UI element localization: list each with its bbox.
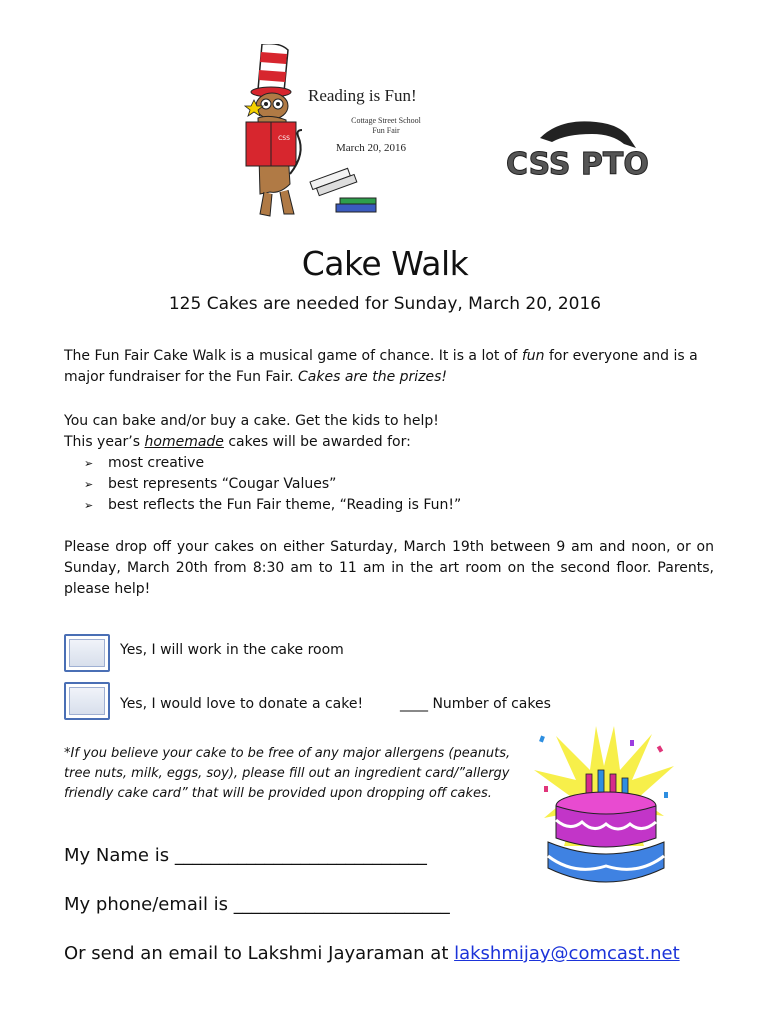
bake-line1: You can bake and/or buy a cake. Get the kids to help! <box>64 413 439 429</box>
school-line2: Fun Fair <box>372 126 400 135</box>
work-checkbox[interactable] <box>64 634 110 672</box>
birthday-cake-illustration <box>534 726 674 906</box>
work-option-label: Yes, I will work in the cake room <box>120 642 344 658</box>
intro-part2: for everyone and is a major fundraiser for the Fun Fair. <box>64 348 698 385</box>
award-text: best represents “Cougar Values” <box>108 476 337 492</box>
intro-prizes: Cakes are the prizes! <box>298 369 448 385</box>
bake-paragraph <box>64 411 714 453</box>
dropoff-paragraph: Please drop off your cakes on either Saturday, March 19th between 9 am and noon, or on Sunday, March 20th from 8:30 am to 11 am in the art room on the second floor. Parents, please help! <box>64 539 714 597</box>
bake-line2a: This year’s <box>64 434 145 450</box>
intro-paragraph <box>64 346 714 388</box>
school-name <box>336 116 436 136</box>
css-pto-logo <box>500 112 660 182</box>
arrow-bullet-icon: ➢ <box>84 457 94 470</box>
awards-list <box>84 453 461 516</box>
bake-line2b: cakes will be awarded for: <box>223 434 411 450</box>
allergen-note: *If you believe your cake to be free of any major allergens (peanuts, tree nuts, milk, eggs, soy), please fill out an ingredient card/”allergy friendly cake card” that will be provided upon dropping off cakes. <box>64 746 511 801</box>
name-field-line[interactable]: My Name is ____________________________ <box>64 845 427 866</box>
award-text: most creative <box>108 455 205 471</box>
donate-checkbox[interactable] <box>64 682 110 720</box>
award-text: best reflects the Fun Fair theme, “Reading is Fun!” <box>108 497 462 513</box>
list-item <box>84 474 461 495</box>
bake-line2 <box>64 432 714 453</box>
pto-logo-text: CSS PTO <box>506 147 649 182</box>
list-item <box>84 453 461 474</box>
page-title: Cake Walk <box>301 244 469 283</box>
header-date: March 20, 2016 <box>336 142 406 154</box>
arrow-bullet-icon: ➢ <box>84 499 94 512</box>
email-contact-line <box>64 943 680 964</box>
email-prefix: Or send an email to Lakshmi Jayaraman at <box>64 943 455 964</box>
email-link[interactable]: lakshmijay@comcast.net <box>454 943 680 964</box>
donate-option-label: Yes, I would love to donate a cake! <box>120 696 364 712</box>
intro-fun: fun <box>521 348 545 364</box>
book-text: CSS <box>278 135 290 142</box>
bake-homemade: homemade <box>144 434 224 450</box>
phone-email-field-line[interactable]: My phone/email is ________________________ <box>64 894 450 915</box>
intro-part1: The Fun Fair Cake Walk is a musical game of chance. It is a lot of <box>64 348 522 364</box>
number-of-cakes-field[interactable]: ____ Number of cakes <box>400 696 551 712</box>
page-subtitle: 125 Cakes are needed for Sunday, March 20, 2016 <box>168 294 602 314</box>
school-line1: Cottage Street School <box>351 116 421 125</box>
list-item <box>84 495 461 516</box>
reading-is-fun-title: Reading is Fun! <box>308 86 417 105</box>
arrow-bullet-icon: ➢ <box>84 478 94 491</box>
